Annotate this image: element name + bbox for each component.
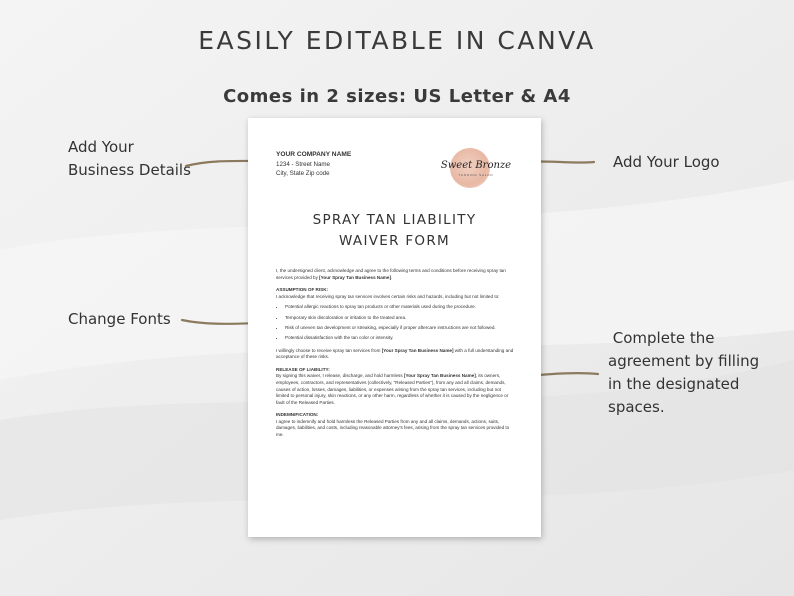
waiver-document [248,118,541,537]
indemnification-paragraph: I agree to indemnify and hold harmless the Released Parties from any and all claims, demands, actions, suits, damages, liabilities, and costs, including reasonable attorney's fees, arising from the spray tan services provided to me. [276,418,510,438]
company-details [276,150,351,179]
document-title [248,210,541,252]
subline: Comes in 2 sizes: US Letter & A4 [223,86,571,107]
logo-script: Sweet Bronze [440,160,512,171]
company-logo [436,142,516,194]
release-paragraph: By signing this waiver, I release, discharge, and hold harmless [Your Spray Tan Business Name], its owners, employees, contractors, and representatives (collectively, "Released Parties"), from any and all claims, demands, causes of action, losses, damages, liabilities, or expenses arising from the spray tan services, including but not limited to personal injury, skin reactions, or any other harm, regardless of whether it is caused by the negligence or fault of the Released Parties. [276,373,509,405]
choose-paragraph: I willingly choose to receive spray tan services from [Your Spray Tan Business Name] with a full understanding and acceptance of these risks. [276,347,514,360]
document-body [276,268,514,445]
company-street: 1234 - Street Name [276,160,330,168]
risk-list [276,304,514,341]
document-title-line-1: SPRAY TAN LIABILITY [312,212,477,228]
list-item: • Risk of uneven tan development or streaking, especially if proper aftercare instructions are not followed. [285,325,514,332]
intro-paragraph: I, the undersigned client, acknowledge and agree to the following terms and conditions before receiving spray tan services provided by [Your Spray Tan Business Name]. [276,268,506,280]
company-name: YOUR COMPANY NAME [276,151,352,158]
callout-business-line-1: Add Your [68,138,134,156]
company-city: City, State Zip code [276,170,330,177]
list-item: • Potential dissatisfaction with the tan color or intensity. [285,335,514,342]
indemnification-heading: INDEMNIFICATION: [276,412,319,418]
callout-complete-line-2: agreement by filling [608,352,760,370]
release-heading: RELEASE OF LIABILITY: [276,366,330,372]
callout-fonts: Change Fonts [68,310,171,328]
logo-tagline: TANNING SALON [458,173,494,177]
callout-business-line-2: Business Details [68,161,191,179]
callout-complete-line-1: Complete the [608,329,715,347]
callout-complete-agreement [608,327,759,419]
callout-complete-line-4: spaces. [608,398,665,416]
list-item: • Temporary skin discoloration or irritation to the treated area. [285,315,514,322]
callout-logo: Add Your Logo [613,153,720,171]
risk-text: I acknowledge that receiving spray tan services involves certain risks and hazards, including but not limited to: [276,293,500,299]
callout-business-details [68,136,191,182]
list-item: • Potential allergic reactions to spray tan products or other materials used during the procedure. [285,304,514,311]
headline: EASILY EDITABLE IN CANVA [198,26,596,55]
risk-heading: ASSUMPTION OF RISK: [276,287,329,293]
document-title-line-2: WAIVER FORM [339,233,450,249]
callout-complete-line-3: in the designated [608,375,740,393]
